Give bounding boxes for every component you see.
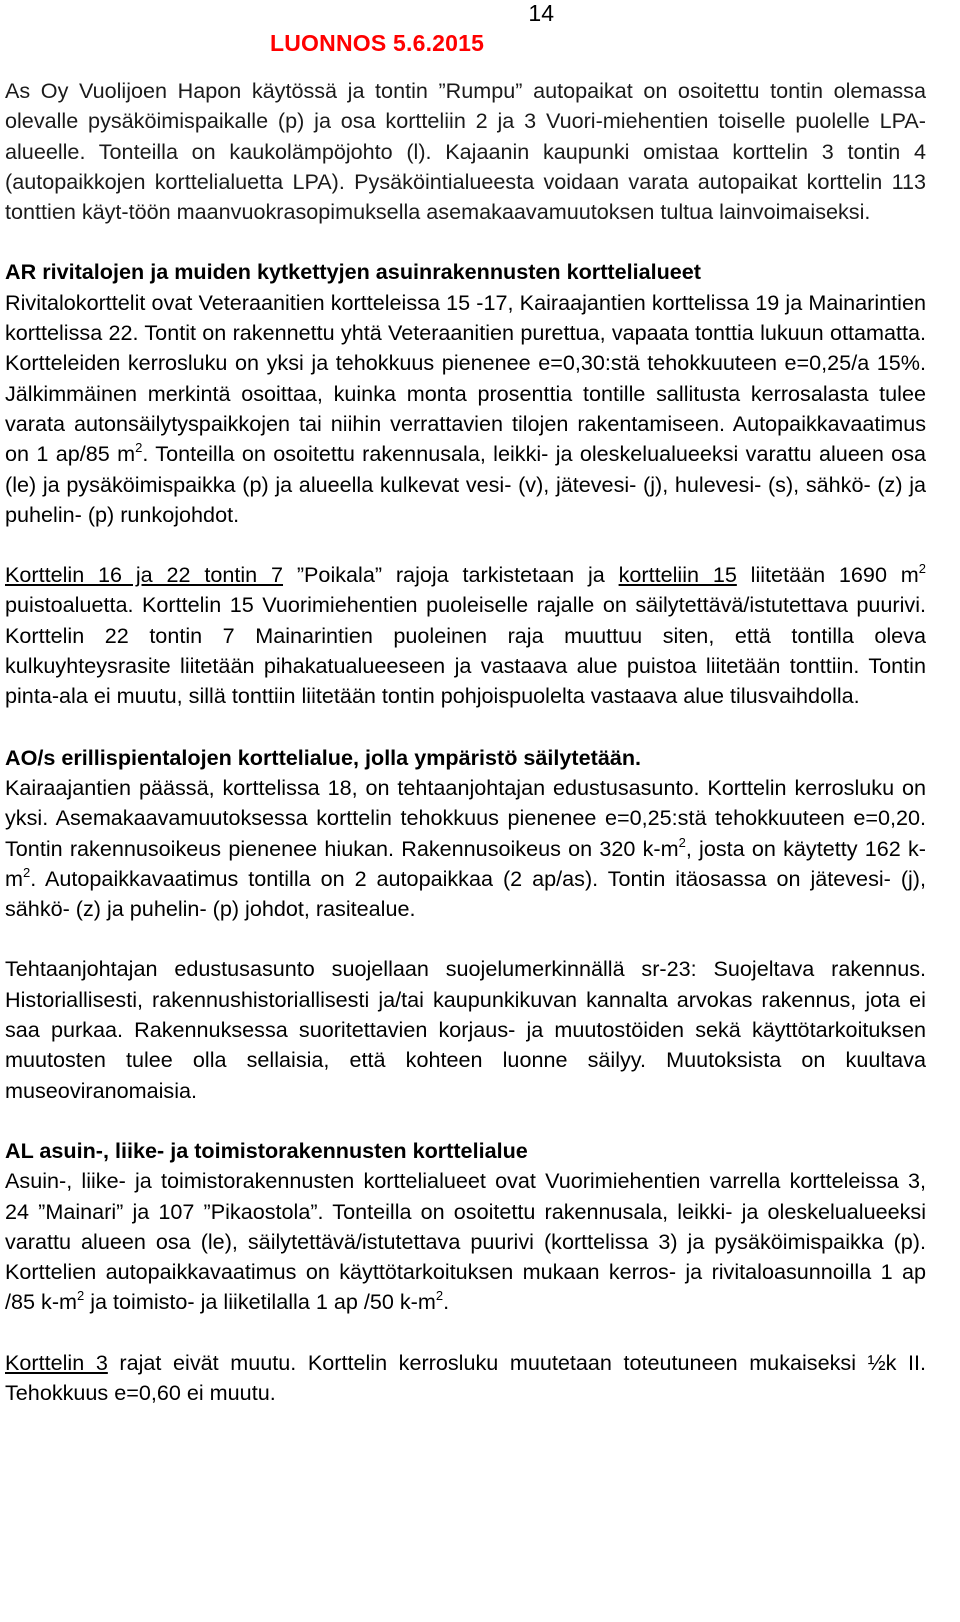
underlined-reference: kortteliin 15 — [618, 562, 737, 588]
section-al — [5, 1136, 926, 1318]
superscript: 2 — [23, 864, 31, 880]
section-ar — [5, 257, 926, 530]
paragraph-parking — [5, 76, 926, 227]
page-number: 14 — [528, 0, 554, 26]
paragraph-text: puistoaluetta. Korttelin 15 Vuorimiehentien puoleiselle rajalle on säilytettävä/istutettava puurivi. Korttelin 22 tontin 7 Mainarintien puoleinen raja muuttuu siten, että tontilla oleva kulkuyhteysrasite liitetään pihakatualueeseen ja vastaava alue puistoa liitetään tonttiin. Tontin pinta-ala ei muutu, sillä tonttiin liitetään tontin pohjoispuolelta vastaava alue tilusvaihdolla. — [5, 592, 926, 709]
paragraph-text: . Autopaikkavaatimus tontilla on 2 autopaikkaa (2 ap/as). Tontin itäosassa on jätevesi- (j), sähkö- (z) ja puhelin- (p) johdot, rasitealue. — [5, 865, 926, 922]
paragraph-block-16-22 — [5, 560, 926, 711]
paragraph-text: As Oy Vuolijoen Hapon käytössä ja tontin ”Rumpu” autopaikat on osoitettu tontin olemassa olevalle pysäköimispaikalle (p) ja osa kortteliin 2 ja 3 Vuori-miehentien toiselle puolelle LPA-alueelle. Tonteilla on kaukolämpöjohto (l). Kajaanin kaupunki omistaa korttelin 3 tontin 4 (autopaikkojen korttelialuetta LPA). Pysäköintialueesta voidaan varata autopaikat korttelin 113 tonttien käyt-töön maanvuokrasopimuksella asemakaavamuutoksen tultua lainvoimaiseksi. — [5, 78, 926, 225]
paragraph-text: Kairaajantien päässä, korttelissa 18, on tehtaanjohtajan edustusasunto. Korttelin kerrosluku on yksi. Asemakaavamuutoksessa korttelin tehokkuus pienenee e=0,25:stä tehokkuuteen e=0,20. Tontin rakennusoikeus pienenee hiukan. Rakennusoikeus on 320 k-m — [5, 774, 926, 861]
superscript: 2 — [135, 440, 143, 456]
section-ao — [5, 743, 926, 925]
paragraph-text: ”Poikala” rajoja tarkistetaan ja — [283, 562, 619, 588]
paragraph-protection — [5, 954, 926, 1105]
superscript: 2 — [918, 561, 926, 577]
paragraph-text: Rivitalokorttelit ovat Veteraanitien kortteleissa 15 -17, Kairaajantien korttelissa 19 ja Mainarintien korttelissa 22. Tontit on rakennettu yhtä Veteraanitien purettua, vapaata tonttia lukuun ottamatta. Kortteleiden kerrosluku on yksi ja tehokkuus pienenee e=0,30:stä tehokkuuteen e=0,25/a 15%. Jälkimmäinen merkintä osoittaa, kuinka monta prosenttia tontille sallitusta kerrosalasta tulee varata autonsäilytyspaikkojen tai niihin verrattavien tilojen rakentamiseen. Autopaikkavaatimus on 1 ap/85 m — [5, 289, 926, 467]
draft-label: LUONNOS 5.6.2015 — [270, 30, 485, 56]
paragraph-text: ja toimisto- ja liiketilalla 1 ap /50 k-m — [84, 1289, 436, 1315]
paragraph-text: , josta on käytetty 162 k-m — [5, 835, 926, 891]
superscript: 2 — [435, 1288, 444, 1304]
underlined-reference: Korttelin 3 — [5, 1349, 108, 1375]
section-heading-al: AL asuin-, liike- ja toimistorakennusten korttelialue — [5, 1137, 528, 1163]
paragraph-text: rajat eivät muutu. Korttelin kerrosluku muutetaan toteutuneen mukaiseksi ½k II. Tehokkuus e=0,60 ei muutu. — [5, 1349, 926, 1405]
paragraph-text: liitetään 1690 m — [736, 562, 919, 588]
underlined-reference: Korttelin 16 ja 22 tontin 7 — [5, 562, 284, 588]
paragraph-text: . — [443, 1289, 450, 1315]
superscript: 2 — [678, 834, 686, 850]
section-heading-ao: AO/s erillispientalojen korttelialue, jolla ympäristö säilytetään. — [5, 744, 642, 770]
paragraph-text: . Tonteilla on osoitettu rakennusala, leikki- ja oleskelualueeksi varattu alueen osa (le) ja pysäköimispaikka (p) ja alueella kulkevat vesi- (v), jätevesi- (j), hulevesi- (s), sähkö- (z) ja puhelin- (p) runkojohdot. — [5, 441, 927, 527]
paragraph-text: Asuin-, liike- ja toimistorakennusten korttelialueet ovat Vuorimiehentien varrella kortteleissa 3, 24 ”Mainari” ja 107 ”Pikaostola”. Tonteilla on osoitettu rakennusala, leikki- ja oleskelualueeksi varattu alueen osa (le), säilytettävä/istutettava puurivi (korttelissa 3) ja pysäköimispaikka (p). Korttelien autopaikkavaatimus on käyttötarkoituksen mukaan kerros- ja rivitaloasunnoilla 1 ap /85 k-m — [5, 1168, 926, 1315]
section-heading-ar: AR rivitalojen ja muiden kytkettyjen asuinrakennusten korttelialueet — [5, 259, 701, 285]
paragraph-block-3 — [5, 1348, 926, 1409]
document-body — [5, 76, 926, 1408]
superscript: 2 — [77, 1288, 85, 1304]
paragraph-text: Tehtaanjohtajan edustusasunto suojellaan suojelumerkinnällä sr-23: Suojeltava rakennus. Historiallisesti, rakennushistoriallisesti ja/tai kaupunkikuvan kannalta arvokas rakennus, jota ei saa purkaa. Rakennuksessa suoritettavien korjaus- ja muutostöiden sekä käyttötarkoituksen muutosten tulee olla sellaisia, että kohteen luonne säilyy. Muutoksista on kuultava museoviranomaisia. — [5, 956, 926, 1103]
